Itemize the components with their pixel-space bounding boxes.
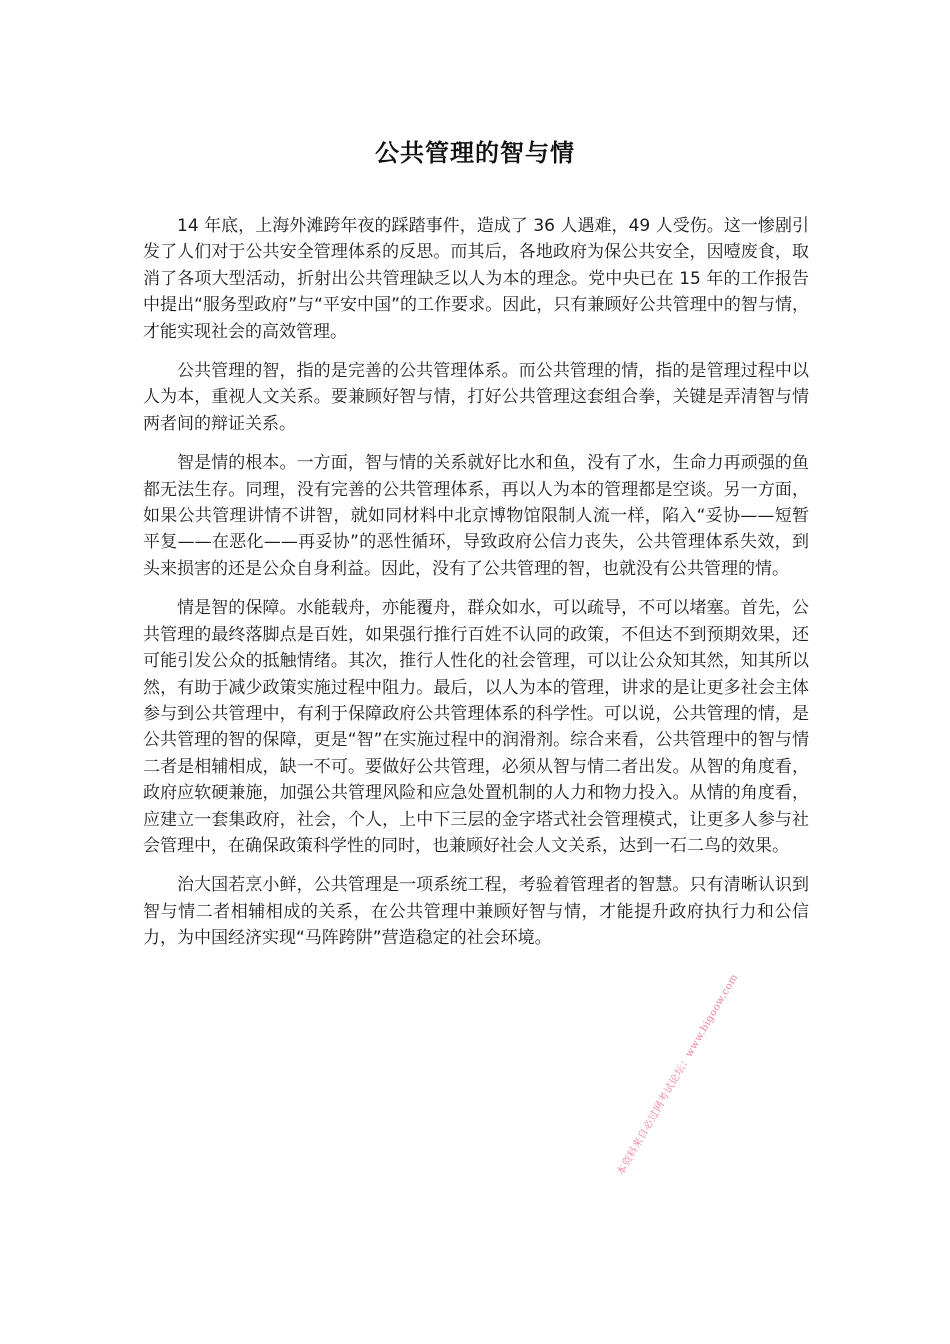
- paragraph-5: 治大国若烹小鲜，公共管理是一项系统工程，考验着管理者的智慧。只有清晰认识到智与情二者相辅相成的关系，在公共管理中兼顾好智与情，才能提升政府执行力和公信力，为中国经济实现“马阵跨阱”营造稳定的社会环境。: [143, 875, 809, 949]
- paragraph-1: 14 年底，上海外滩跨年夜的踩踏事件，造成了 36 人遇难，49 人受伤。这一惨剧引发了人们对于公共安全管理体系的反思。而其后，各地政府为保公共安全，因噎废食，取消了各项大型活动，折射出公共管理缺乏以人为本的理念。党中央已在 15 年的工作报告中提出“服务型政府”与“平安中国”的工作要求。因此，只有兼顾好公共管理中的智与情，才能实现社会的高效管理。: [143, 216, 809, 342]
- article-body: [143, 213, 809, 965]
- paragraph-4: 情是智的保障。水能载舟，亦能覆舟，群众如水，可以疏导，不可以堵塞。首先，公共管理的最终落脚点是百姓，如果强行推行百姓不认同的政策，不但达不到预期效果，还可能引发公众的抵触情绪。其次，推行人性化的社会管理，可以让公众知其然，知其所以然，有助于减少政策实施过程中阻力。最后，以人为本的管理，讲求的是让更多社会主体参与到公共管理中，有利于保障政府公共管理体系的科学性。可以说，公共管理的情，是公共管理的智的保障，更是“智”在实施过程中的润滑剂。综合来看，公共管理中的智与情二者是相辅相成，缺一不可。要做好公共管理，必须从智与情二者出发。从智的角度看，政府应软硬兼施，加强公共管理风险和应急处置机制的人力和物力投入。从情的角度看，应建立一套集政府，社会，个人，上中下三层的金字塔式社会管理模式，让更多人参与社会管理中，在确保政策科学性的同时，也兼顾好社会人文关系，达到一石二鸟的效果。: [143, 598, 809, 856]
- paragraph-2: 公共管理的智，指的是完善的公共管理体系。而公共管理的情，指的是管理过程中以人为本，重视人文关系。要兼顾好智与情，打好公共管理这套组合拳，关键是弄清智与情两者间的辩证关系。: [143, 361, 809, 434]
- paragraph-3: 智是情的根本。一方面，智与情的关系就好比水和鱼，没有了水，生命力再顽强的鱼都无法生存。同理，没有完善的公共管理体系，再以人为本的管理都是空谈。另一方面，如果公共管理讲情不讲智，就如同材料中北京博物馆限制人流一样，陷入“妥协——短暂平复——在恶化——再妥协”的恶性循环，导致政府公信力丧失，公共管理体系失效，到头来损害的还是公众自身利益。因此，没有了公共管理的智，也就没有公共管理的情。: [143, 453, 809, 579]
- watermark-text: 本资料来自必过网考试论坛：www.bigoow.com: [615, 972, 741, 1178]
- page-title: 公共管理的智与情: [375, 139, 575, 167]
